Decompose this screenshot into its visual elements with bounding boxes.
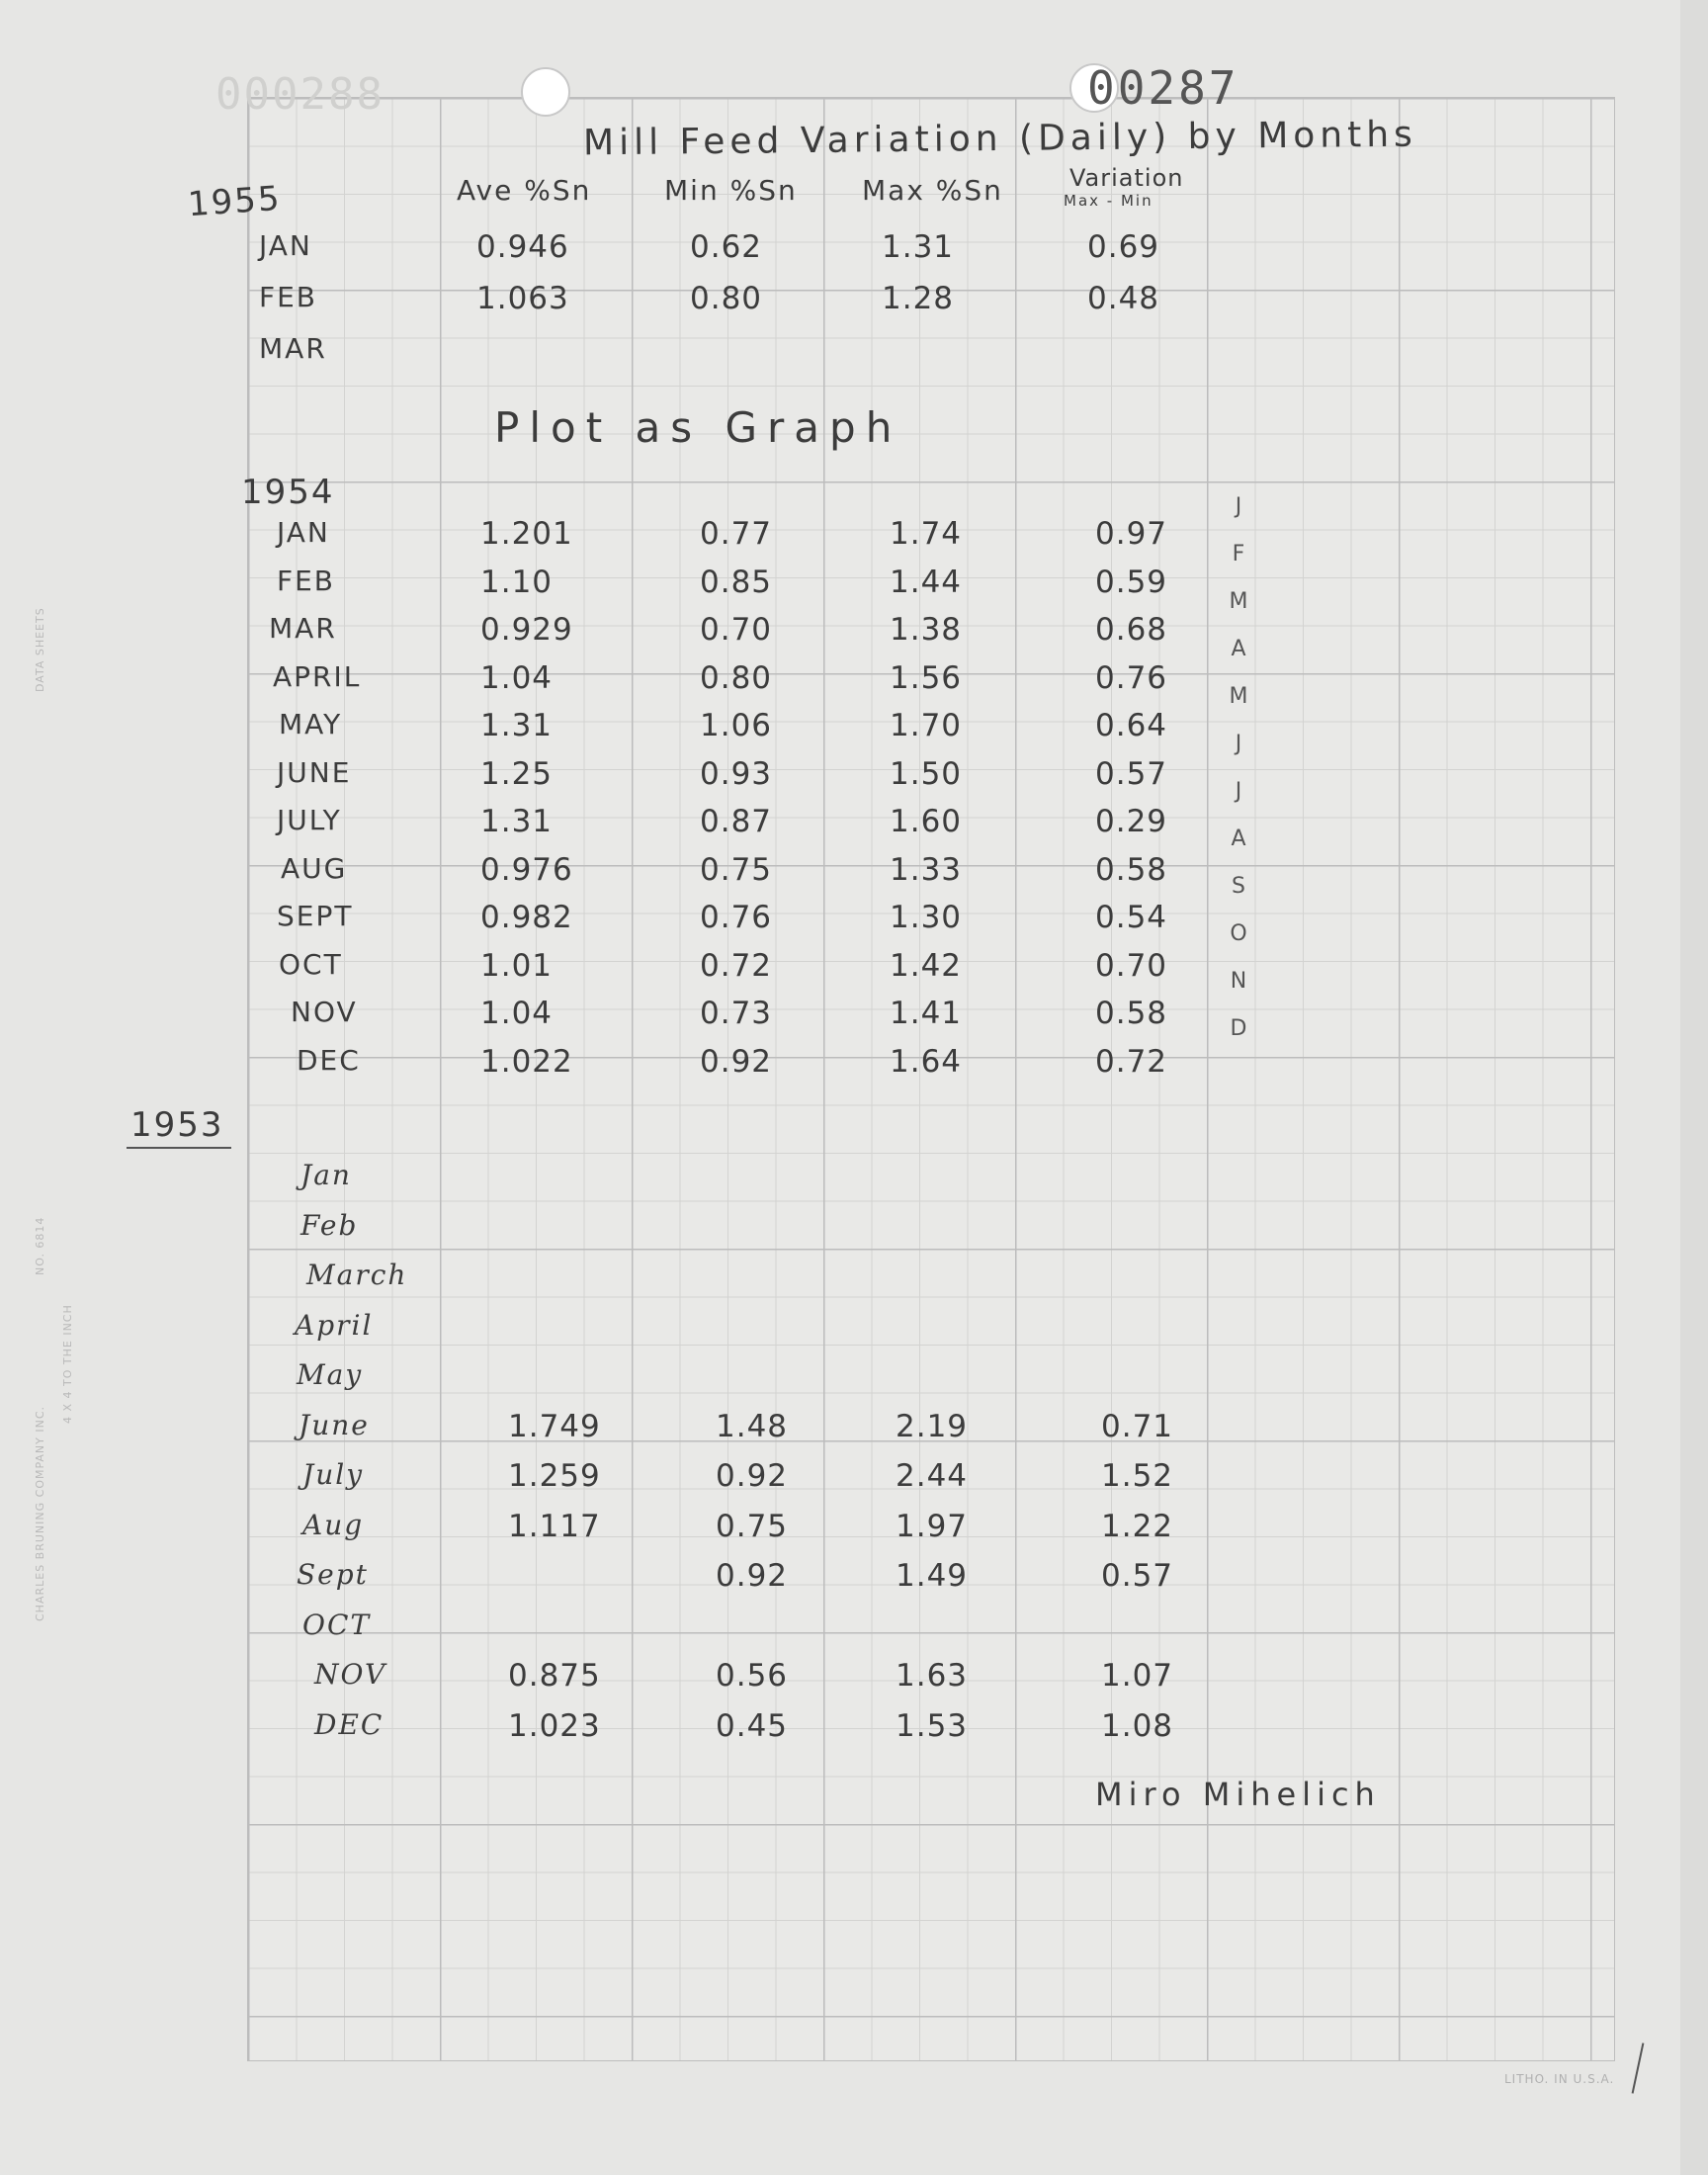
variation-value: 0.97 [1095, 516, 1168, 552]
month-label: OCT [302, 1608, 372, 1641]
month-label: DEC [314, 1707, 384, 1741]
pencil-mark [1632, 2043, 1645, 2093]
month-label: FEB [277, 564, 336, 597]
min-value: 0.80 [700, 659, 773, 696]
month-initial: N [1230, 969, 1247, 994]
max-value: 1.74 [890, 516, 963, 552]
month-label: Jan [300, 1159, 352, 1191]
max-value: 1.56 [890, 659, 963, 696]
max-value: 1.64 [890, 1043, 963, 1080]
avg-value: 1.063 [476, 281, 569, 316]
min-value: 0.56 [716, 1658, 789, 1694]
avg-value: 1.01 [480, 947, 554, 984]
avg-value: 0.976 [480, 851, 573, 888]
max-value: 1.28 [882, 281, 955, 316]
max-value: 1.60 [890, 804, 963, 839]
avg-value: 1.25 [480, 755, 554, 792]
max-value: 1.41 [890, 996, 963, 1031]
variation-value: 1.22 [1101, 1508, 1174, 1544]
month-label: NOV [291, 996, 358, 1028]
min-value: 1.06 [700, 708, 773, 743]
max-value: 1.63 [896, 1658, 969, 1694]
max-value: 2.19 [896, 1408, 969, 1444]
min-value: 0.92 [716, 1558, 789, 1594]
max-value: 1.70 [890, 708, 963, 743]
margin-label-scale: 4 X 4 TO THE INCH [61, 1304, 74, 1424]
month-label: DEC [297, 1043, 361, 1077]
sheet-title: Mill Feed Variation (Daily) by Months [582, 114, 1418, 164]
plot-as-graph-note: Plot as Graph [494, 403, 902, 452]
avg-value: 1.04 [480, 996, 554, 1031]
header-variation-sub: Max - Min [1064, 192, 1153, 210]
month-label: JAN [259, 229, 312, 262]
month-label: July [302, 1458, 365, 1491]
min-value: 0.45 [716, 1707, 789, 1744]
bleed-through-number: 000288 [215, 69, 384, 120]
max-value: 1.49 [896, 1558, 969, 1594]
month-label: FEB [259, 281, 318, 313]
variation-value: 0.57 [1095, 755, 1168, 792]
variation-value: 0.54 [1095, 900, 1168, 935]
variation-value: 0.58 [1095, 996, 1168, 1031]
avg-value: 1.117 [508, 1508, 601, 1544]
month-label: MAY [279, 708, 343, 740]
month-label: Feb [300, 1208, 359, 1242]
max-value: 1.50 [890, 755, 963, 792]
min-value: 0.75 [700, 851, 773, 888]
header-min: Min %Sn [664, 174, 798, 207]
year-1954: 1954 [241, 473, 335, 512]
avg-value: 1.10 [480, 564, 554, 600]
min-value: 0.70 [700, 612, 773, 648]
litho-imprint: LITHO. IN U.S.A. [1504, 2072, 1615, 2086]
min-value: 1.48 [716, 1408, 789, 1444]
max-value: 1.31 [882, 229, 955, 265]
month-label: Sept [297, 1558, 369, 1591]
month-label: MAR [259, 332, 327, 365]
graph-paper-grid [247, 97, 1615, 2061]
variation-value: 0.59 [1095, 564, 1168, 600]
month-label: May [297, 1358, 364, 1391]
variation-value: 0.58 [1095, 851, 1168, 888]
max-value: 1.42 [890, 947, 963, 984]
header-avg: Ave %Sn [457, 174, 592, 207]
month-initial: D [1230, 1016, 1247, 1041]
avg-value: 1.201 [480, 516, 573, 552]
min-value: 0.72 [700, 947, 773, 984]
month-label: Aug [302, 1508, 365, 1541]
variation-value: 0.69 [1087, 229, 1160, 265]
avg-value: 1.022 [480, 1043, 573, 1080]
month-label: NOV [314, 1658, 387, 1691]
month-initial: M [1229, 684, 1248, 709]
variation-value: 0.71 [1101, 1408, 1174, 1444]
max-value: 1.53 [896, 1707, 969, 1744]
month-initial: F [1232, 542, 1245, 566]
year-1953-underline [127, 1147, 231, 1149]
min-value: 0.93 [700, 755, 773, 792]
min-value: 0.80 [690, 281, 763, 316]
document-number: 00287 [1087, 61, 1239, 115]
variation-value: 0.57 [1101, 1558, 1174, 1594]
year-1953: 1953 [130, 1105, 224, 1145]
max-value: 1.33 [890, 851, 963, 888]
avg-value: 0.946 [476, 229, 569, 265]
month-label: AUG [281, 851, 348, 885]
month-initial: J [1235, 779, 1242, 804]
month-initial: A [1231, 637, 1246, 661]
month-initial: J [1235, 732, 1242, 756]
variation-value: 0.48 [1087, 281, 1160, 316]
variation-value: 0.64 [1095, 708, 1168, 743]
variation-value: 1.07 [1101, 1658, 1174, 1694]
min-value: 0.76 [700, 900, 773, 935]
month-label: APRIL [273, 659, 362, 693]
avg-value: 0.982 [480, 900, 573, 935]
max-value: 1.44 [890, 564, 963, 600]
min-value: 0.92 [700, 1043, 773, 1080]
min-value: 0.87 [700, 804, 773, 839]
avg-value: 1.31 [480, 708, 554, 743]
margin-label-data-sheets: DATA SHEETS [34, 607, 46, 692]
month-label: JULY [277, 804, 342, 836]
month-label: March [306, 1259, 408, 1291]
month-label: MAR [269, 612, 337, 645]
punch-hole-left [521, 67, 570, 117]
min-value: 0.85 [700, 564, 773, 600]
avg-value: 1.259 [508, 1458, 601, 1494]
min-value: 0.75 [716, 1508, 789, 1544]
variation-value: 0.76 [1095, 659, 1168, 696]
avg-value: 1.023 [508, 1707, 601, 1744]
month-label: OCT [279, 947, 343, 981]
min-value: 0.92 [716, 1458, 789, 1494]
variation-value: 1.08 [1101, 1707, 1174, 1744]
max-value: 2.44 [896, 1458, 969, 1494]
avg-value: 1.31 [480, 804, 554, 839]
month-initial: J [1235, 494, 1242, 519]
variation-value: 0.68 [1095, 612, 1168, 648]
min-value: 0.73 [700, 996, 773, 1031]
avg-value: 0.875 [508, 1658, 601, 1694]
margin-label-number: NO. 6814 [34, 1216, 46, 1275]
variation-value: 0.70 [1095, 947, 1168, 984]
month-initial: M [1229, 589, 1248, 614]
max-value: 1.30 [890, 900, 963, 935]
month-label: SEPT [277, 900, 354, 932]
avg-value: 1.04 [480, 659, 554, 696]
header-variation: Variation [1069, 164, 1184, 192]
header-max: Max %Sn [862, 174, 1003, 207]
year-1955: 1955 [186, 178, 283, 225]
variation-value: 1.52 [1101, 1458, 1174, 1494]
month-initial: A [1231, 826, 1246, 851]
margin-label-company: CHARLES BRUNING COMPANY INC. [34, 1405, 46, 1621]
month-label: JAN [277, 516, 330, 549]
month-label: April [295, 1308, 374, 1342]
avg-value: 1.749 [508, 1408, 601, 1444]
variation-value: 0.29 [1095, 804, 1168, 839]
month-label: JUNE [277, 755, 352, 789]
max-value: 1.38 [890, 612, 963, 648]
max-value: 1.97 [896, 1508, 969, 1544]
month-initial: O [1230, 921, 1247, 946]
min-value: 0.62 [690, 229, 763, 265]
variation-value: 0.72 [1095, 1043, 1168, 1080]
signature: Miro Mihelich [1095, 1776, 1381, 1813]
month-label: June [299, 1408, 370, 1441]
min-value: 0.77 [700, 516, 773, 552]
avg-value: 0.929 [480, 612, 573, 648]
month-initial: S [1232, 874, 1245, 899]
